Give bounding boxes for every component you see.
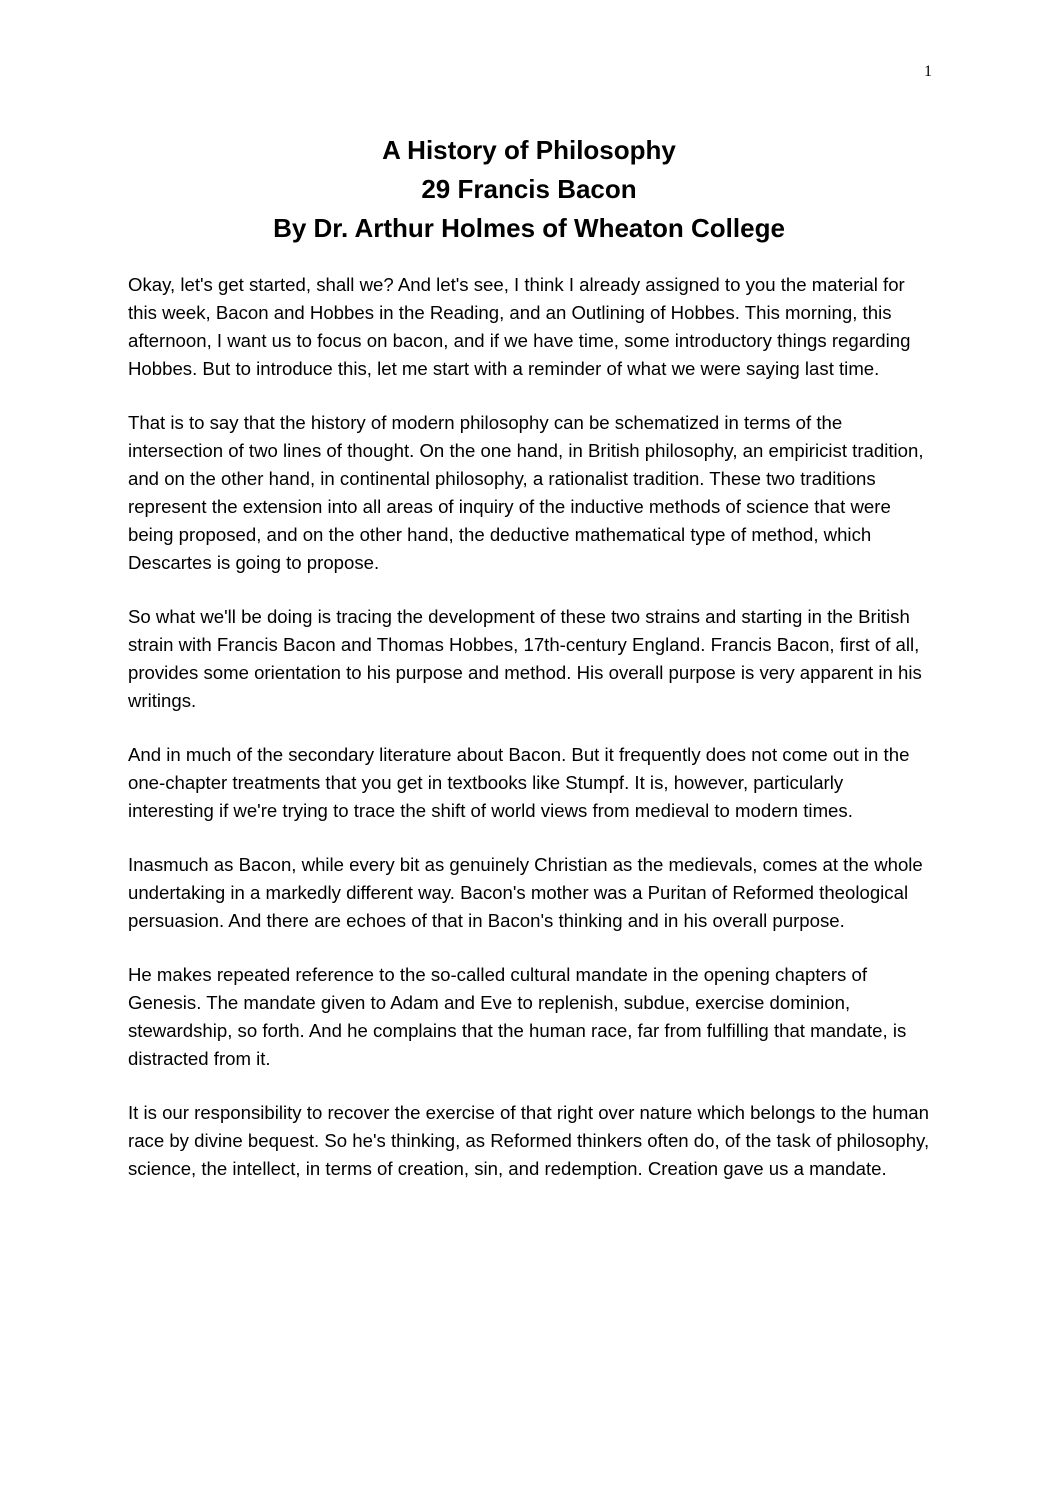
author-line: By Dr. Arthur Holmes of Wheaton College bbox=[273, 213, 785, 243]
document-title: A History of Philosophy bbox=[382, 135, 676, 165]
page-number: 1 bbox=[924, 63, 932, 80]
document-body bbox=[128, 271, 930, 1209]
lecture-title: 29 Francis Bacon bbox=[421, 174, 637, 204]
paragraph: That is to say that the history of modern philosophy can be schematized in terms of the intersection of two lines of thought. On the one hand, in British philosophy, an empiricist tradition, and on the other hand, in continental philosophy, a rationalist tradition. These two traditions represent the extension into all areas of inquiry of the inductive methods of science that were being proposed, and on the other hand, the deductive mathematical type of method, which Descartes is going to propose. bbox=[128, 412, 924, 573]
paragraph: And in much of the secondary literature about Bacon. But it frequently does not come out in the one-chapter treatments that you get in textbooks like Stumpf. It is, however, particularly interesting if we're trying to trace the shift of world views from medieval to modern times. bbox=[128, 744, 910, 821]
document-header bbox=[0, 131, 1058, 248]
paragraph: Inasmuch as Bacon, while every bit as genuinely Christian as the medievals, comes at the whole undertaking in a markedly different way. Bacon's mother was a Puritan of Reformed theological persuasion. And there are echoes of that in Bacon's thinking and in his overall purpose. bbox=[128, 854, 923, 931]
paragraph: So what we'll be doing is tracing the development of these two strains and starting in the British strain with Francis Bacon and Thomas Hobbes, 17th-century England. Francis Bacon, first of all, provides some orientation to his purpose and method. His overall purpose is very apparent in his writings. bbox=[128, 606, 922, 711]
paragraph: He makes repeated reference to the so-called cultural mandate in the opening chapters of Genesis. The mandate given to Adam and Eve to replenish, subdue, exercise dominion, stewardship, so forth. And he complains that the human race, far from fulfilling that mandate, is distracted from it. bbox=[128, 964, 907, 1069]
paragraph: Okay, let's get started, shall we? And let's see, I think I already assigned to you the material for this week, Bacon and Hobbes in the Reading, and an Outlining of Hobbes. This morning, this afternoon, I want us to focus on bacon, and if we have time, some introductory things regarding Hobbes. But to introduce this, let me start with a reminder of what we were saying last time. bbox=[128, 274, 911, 379]
paragraph: It is our responsibility to recover the exercise of that right over nature which belongs to the human race by divine bequest. So he's thinking, as Reformed thinkers often do, of the task of philosophy, science, the intellect, in terms of creation, sin, and redemption. Creation gave us a mandate. bbox=[128, 1102, 930, 1179]
